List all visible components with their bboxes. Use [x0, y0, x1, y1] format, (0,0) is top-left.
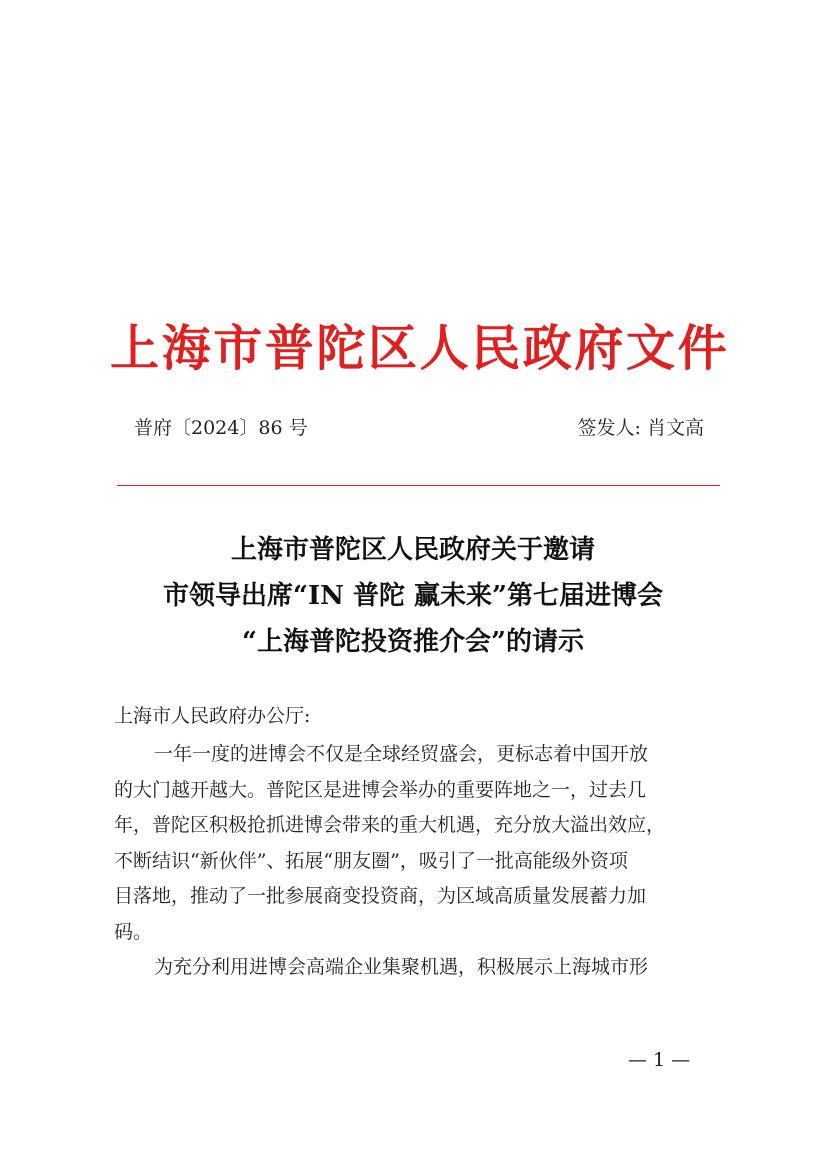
body-text [114, 737, 724, 986]
issuer-heading: 上海市普陀区人民政府文件 [110, 319, 730, 377]
body-line: 目落地，推动了一批参展商变投资商，为区域高质量发展蓄力加 [114, 885, 647, 907]
document-number: 普府〔2024〕86 号 [134, 417, 308, 439]
body-line: 不断结识“新伙伴”、拓展“朋友圈”，吸引了一批高能级外资项 [114, 849, 628, 872]
title-line: “上海普陀投资推介会”的请示 [242, 627, 584, 657]
document-title [100, 527, 726, 665]
addressee: 上海市人民政府办公厅: [114, 705, 311, 727]
page-number: — 1 — [628, 1049, 691, 1071]
title-line: 上海市普陀区人民政府关于邀请 [230, 535, 595, 565]
body-line: 一年一度的进博会不仅是全球经贸盛会，更标志着中国开放 [154, 743, 649, 765]
red-divider [117, 485, 720, 486]
title-line: 市领导出席“IN 普陀 赢未来”第七届进博会 [163, 581, 663, 611]
body-line: 为充分利用进博会高端企业集聚机遇，积极展示上海城市形 [154, 956, 649, 978]
signer: 签发人: 肖文高 [577, 417, 704, 439]
body-line: 码。 [114, 920, 153, 943]
body-line: 的大门越开越大。普陀区是进博会举办的重要阵地之一，过去几 [114, 778, 647, 801]
body-line: 年，普陀区积极抢抓进博会带来的重大机遇，充分放大溢出效应， [114, 814, 666, 836]
